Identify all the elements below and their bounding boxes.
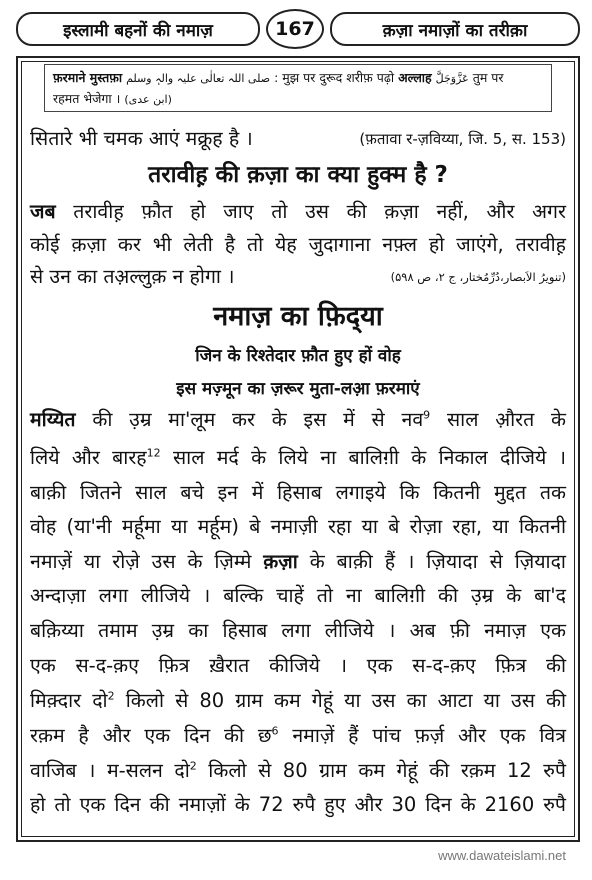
fidya-line-7-text: बक़िय्या तमाम उ़म्र का हिसाब लगा लीजिये । अब फ़ी नमाज़ एक [30, 619, 566, 642]
fidya-line-1-a: की उ़म्र मा'लूम कर के इस में से नव [92, 408, 424, 431]
fidya-line-11-sup: 2 [189, 759, 197, 773]
subheading-relatives-text: जिन के रिश्तेदार फ़ौत हुए हों वोह [195, 346, 401, 366]
fidya-line-12 [30, 790, 566, 820]
fidya-line-3-text: बाक़ी जितने साल बचे इन में हिसाब लगाइये कि कितनी मुद्दत तक [30, 481, 566, 504]
farman-ref: (ابن عدی) [124, 93, 172, 106]
page-number: 167 [275, 18, 315, 40]
body-line-1-text: सितारे भी चमक आएं मक्रूह है । [30, 127, 253, 150]
para1-line-3-text: से उन का तअ़ल्लुक़ न होगा । [30, 265, 235, 288]
subheading-read-note-text: इस मज़्मून का ज़रूर मुता-लआ़ फ़रमाएं [176, 379, 420, 399]
fidya-line-10-sup: 6 [271, 724, 279, 738]
fidya-line-11-b: किलो से 80 ग्राम कम गेहूं की रक़म 12 रुपै [208, 759, 566, 782]
fidya-line-6 [30, 581, 566, 611]
para1-line-3 [30, 262, 566, 292]
fidya-lead-word: मय्यित [30, 408, 76, 431]
fidya-line-12-text: हो तो एक दिन की नमाज़ों के 72 रुपै हुए और 30 दिन के 2160 रुपै [30, 793, 566, 816]
fidya-line-1-b: साल औ़रत के [446, 408, 567, 431]
fidya-line-8 [30, 651, 566, 681]
para1-line-2 [30, 230, 566, 260]
fidya-line-2-b: साल मर्द के लिये ना बालिग़ी के निकाल दीजिये । [173, 446, 566, 469]
para1-line-2-text: कोई क़ज़ा कर भी लेती है तो येह जुदागाना नफ़्ल हो जाएंगे, तरावीह़ [30, 233, 566, 256]
fidya-line-2 [30, 443, 566, 473]
para1-line-1 [30, 197, 566, 227]
fidya-line-5-a: नमाज़ें या रोज़े उस के ज़िम्मे [30, 550, 252, 573]
para1-line-1-text: तरावीह़ फ़ौत हो जाए तो उस की क़ज़ा नहीं, और अगर [73, 200, 566, 223]
tarawih-question-text: तरावीह़ की क़ज़ा का क्या हुक्म है ? [148, 162, 448, 188]
fidya-line-9-sup: 2 [107, 689, 115, 703]
fidya-line-9 [30, 686, 566, 716]
farman-allah: अल्लाह [398, 70, 432, 85]
fidya-line-1 [30, 405, 566, 435]
farman-box [44, 64, 552, 112]
fidya-line-2-a: लिये और बारह [30, 446, 147, 469]
header-book-title-text: इस्लामी बहनों की नमाज़ [63, 20, 213, 41]
body-line-1-ref: (फ़तावा र-ज़विय्या, जि. 5, स. 153) [359, 130, 566, 148]
fidya-line-4 [30, 512, 566, 542]
header-chapter-title [330, 12, 580, 46]
fidya-line-4-text: वोह (या'नी मर्हूमा या मर्हूम) बे नमाज़ी रहा या बे रोज़ा रहा, या कितनी [30, 515, 566, 538]
fidya-line-2-sup: 12 [146, 446, 161, 460]
fidya-line-5-bold: क़ज़ा [263, 550, 298, 573]
body-line-1 [30, 124, 566, 154]
page-number-badge [266, 9, 324, 49]
fidya-heading-text: नमाज़ का फ़िद्‌या [213, 301, 383, 332]
fidya-line-6-text: अन्दाज़ा लगा लीजिये । बल्कि चाहें तो ना बालिग़ी की उ़म्र के बा'द [30, 584, 566, 607]
fidya-line-3 [30, 478, 566, 508]
fidya-line-10 [30, 721, 566, 751]
para1-lead-word: जब [30, 200, 56, 223]
website-url: www.dawateislami.net [438, 848, 566, 863]
fidya-line-7 [30, 616, 566, 646]
fidya-line-5-b: के बाक़ी हैं । ज़ियादा से ज़ियादा [309, 550, 566, 573]
tarawih-question-heading [30, 160, 566, 190]
farman-line-1 [53, 68, 543, 89]
fidya-line-9-b: किलो से 80 ग्राम कम गेहूं या उस का आटा या उस की [125, 689, 566, 712]
farman-text-a: : मुझ पर दुरूद शरीफ़ पढ़ो [274, 70, 395, 85]
fidya-line-11-a: वाजिब । म-सलन दो [30, 759, 190, 782]
fidya-line-5 [30, 547, 566, 577]
farman-arabic-honorific: صلی اللہ تعالٰی علیہ والہٖ وسلم [126, 72, 271, 85]
para1-arabic-ref: (تنویرُ الاَبصار،دُرِّمُختار، ج ۲، ص ۵۹۸) [390, 270, 566, 284]
fidya-line-9-a: मिक़्दार दो [30, 689, 108, 712]
header-book-title [16, 12, 260, 46]
fidya-heading [30, 302, 566, 332]
fidya-line-1-sup: 9 [423, 408, 431, 422]
header-chapter-title-text: क़ज़ा नमाज़ों का तरीक़ा [382, 20, 528, 41]
subheading-relatives [30, 341, 566, 371]
farman-label: फ़रमाने मुस्तफ़ा [53, 70, 123, 85]
farman-arabic-azza: عَزَّوَجَلَّ [435, 72, 469, 85]
fidya-line-10-b: नमाज़ें हैं पांच फ़र्ज़ और एक वित्र [292, 724, 566, 747]
fidya-line-8-text: एक स-द-क़ए फ़ित्र ख़ैरात कीजिये । एक स-द-क़ए फ़ित्र की [30, 654, 566, 677]
farman-line-2 [53, 89, 543, 110]
fidya-line-10-a: रक़म है और एक दिन की छ [30, 724, 272, 747]
farman-line2-text: रहमत भेजेगा । [53, 91, 121, 106]
farman-text-b: तुम पर [472, 70, 504, 85]
fidya-line-11 [30, 756, 566, 786]
subheading-read-note [30, 374, 566, 404]
